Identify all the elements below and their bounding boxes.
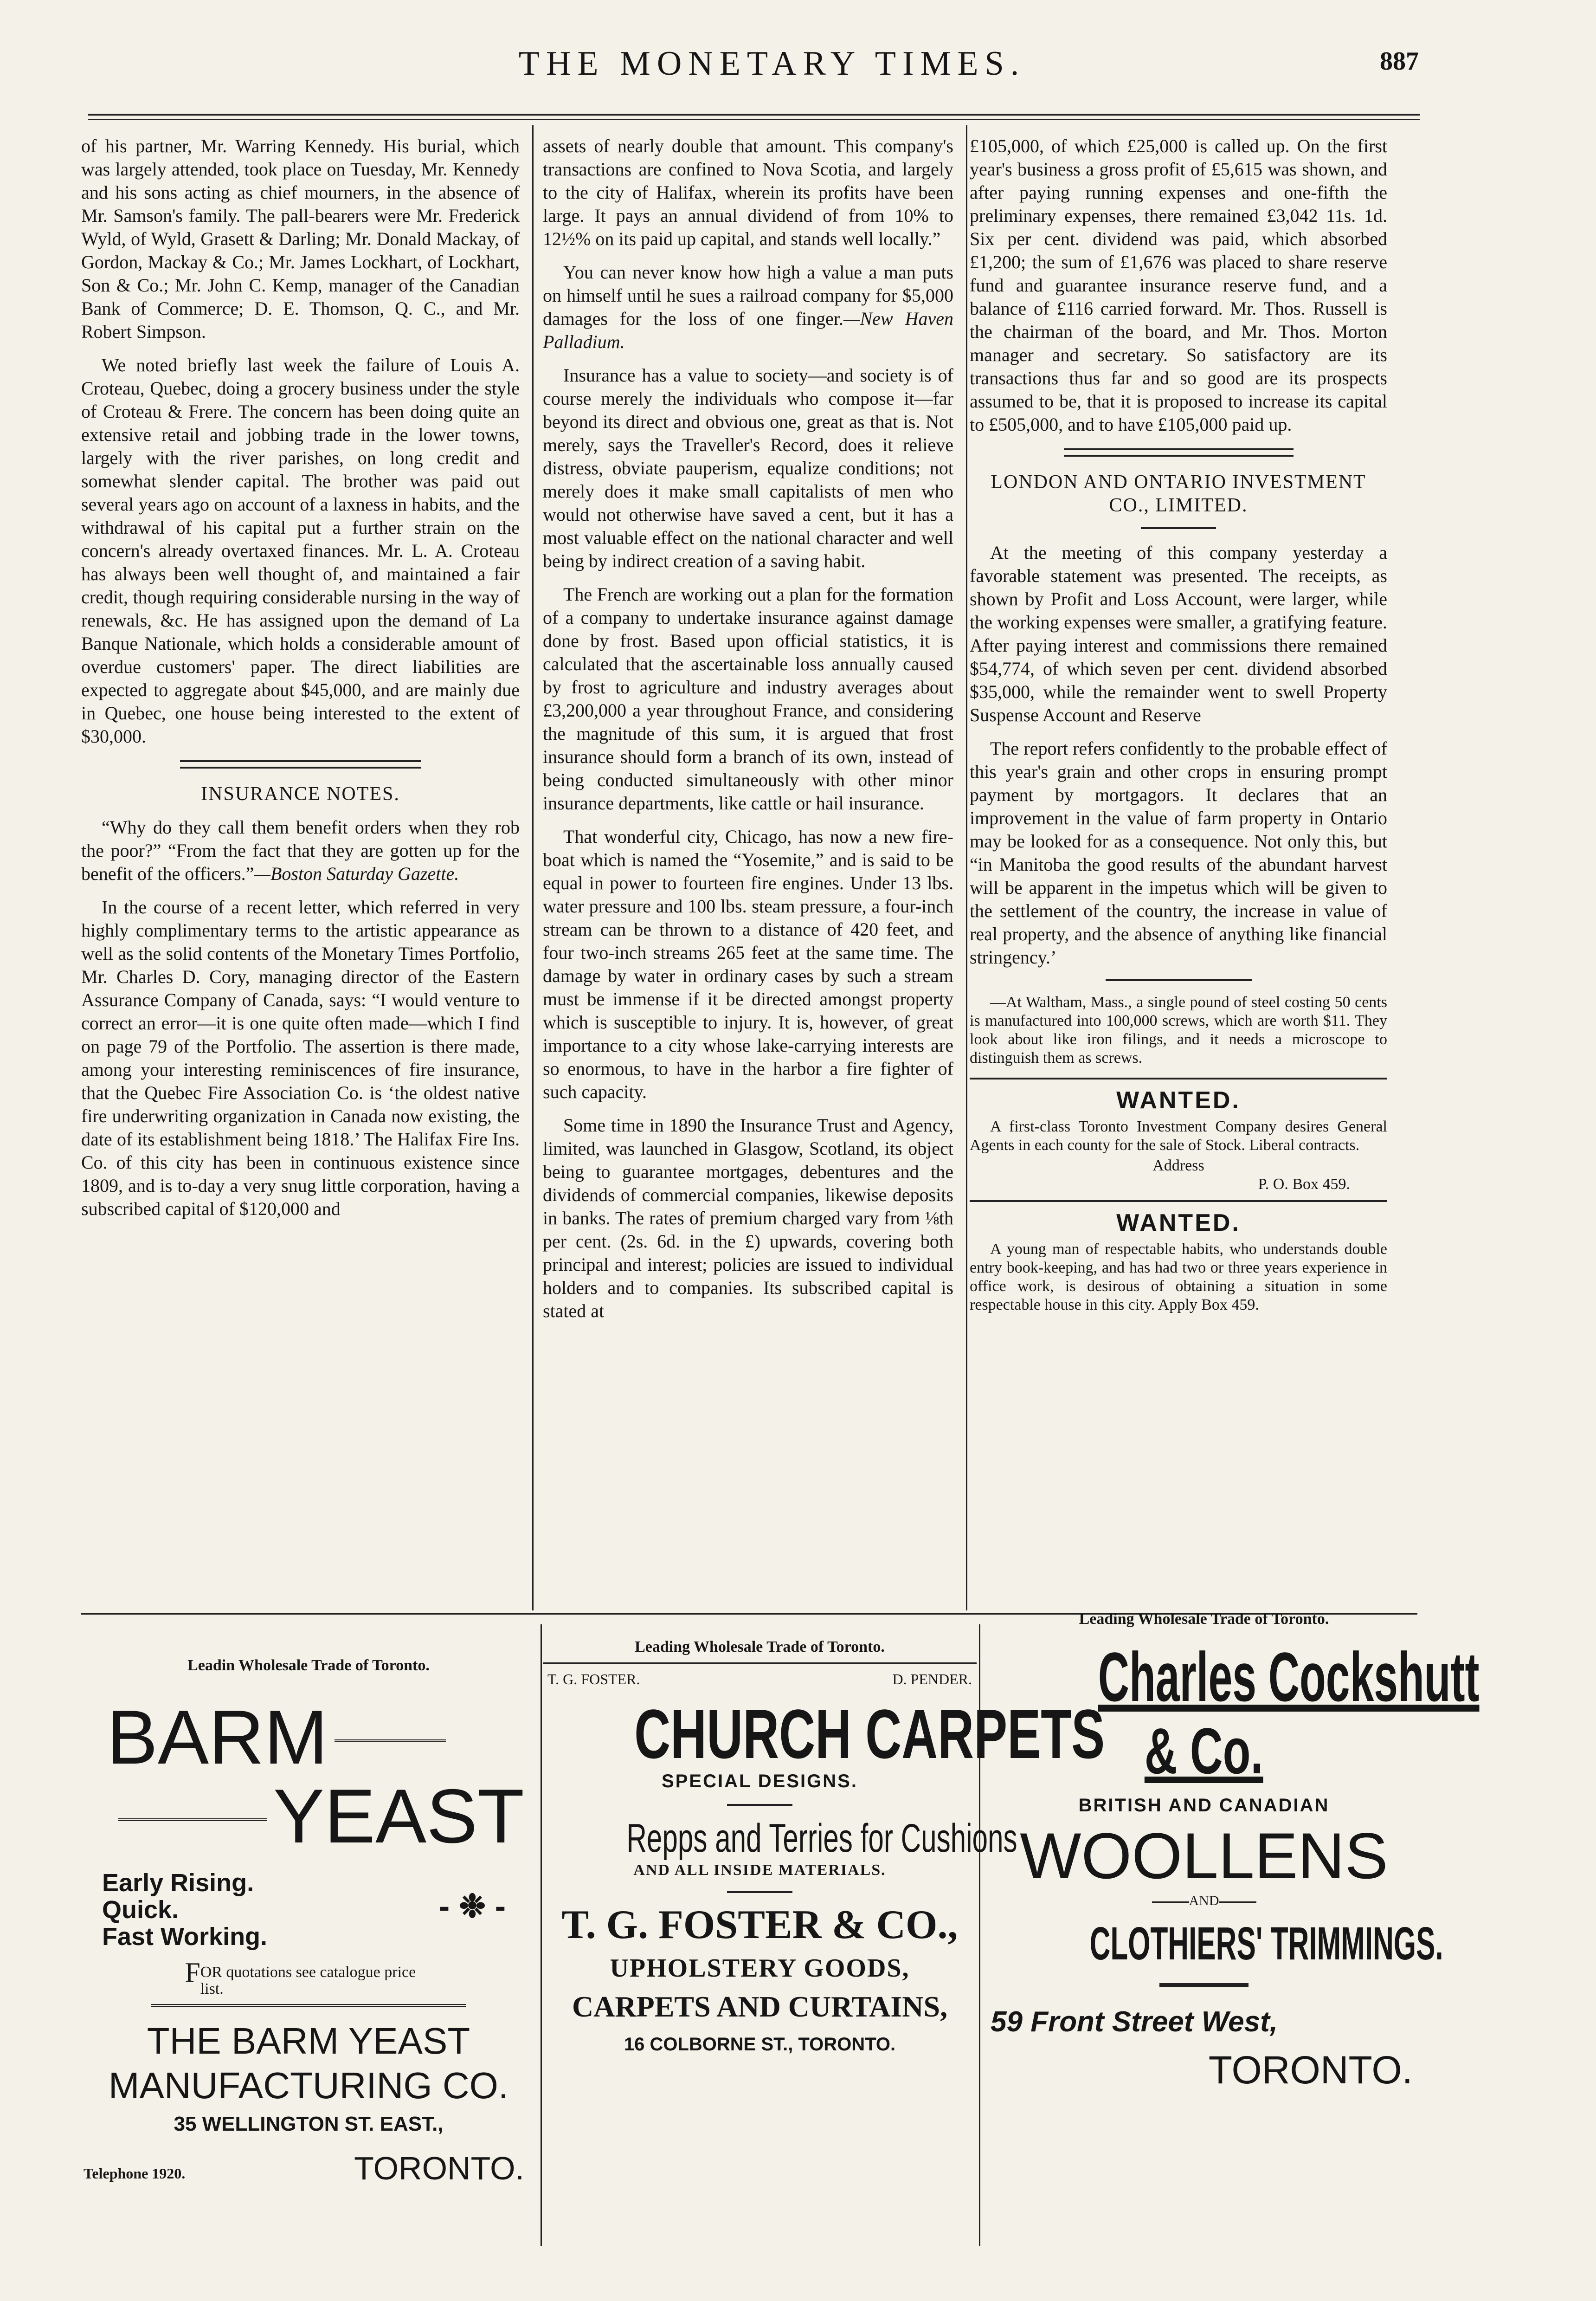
wanted-text-1: A first-class Toronto Investment Company desires General Agents in each county for the sale of Stock. Liberal contracts. (970, 1118, 1387, 1154)
article-croteau-failure: We noted briefly last week the failure of Louis A. Croteau, Quebec, doing a grocery business under the style of Croteau & Frere. The concern has been doing quite an extensive retail and jobbing trade in the lower towns, largely with the river parishes, on long credit and somewhat slender capital. The brother was paid out several years ago on account of a laxness in habits, and the withdrawal of his capital put a further strain on the concern's already overtaxed finances. Mr. L. A. Croteau has always been well thought of, and maintained a fair credit, though requiring considerable nursing in the way of renewals, &c. He has assigned upon the demand of La Banque Nationale, which holds a considerable amount of overdue customers' paper. The direct liabilities are expected to aggregate about $45,000, and are mainly due in Quebec, one house being interested to the extent of $30,000. (81, 355, 520, 747)
article-chicago-fireboat: That wonderful city, Chicago, has now a new fire-boat which is named the “Yosemite,” and is said to be equal in power to fourteen fire engines. Under 13 lbs. water pressure and 100 lbs. steam pressure, a four-inch stream can be thrown to a distance of 420 feet, and four two-inch streams 265 feet at the same time. The damage by water in ordinary cases by such a stream must be immense if it be directed amongst property which is susceptible to injury. It is, however, of great importance to a city whose lake-carrying interests are so enormous, to have in the harbor a fire fighter of such capacity. (543, 826, 953, 1102)
and-separator: AND (981, 1893, 1427, 1909)
ad-tg-foster (543, 1638, 1105, 2242)
headline-church-carpets: CHURCH CARPETS (634, 1695, 1105, 1773)
article-cory-letter: In the course of a recent letter, which referred in very highly complimentary terms to the artistic appearance as well as the solid contents of the Monetary Times Portfolio, Mr. Charles D. Cory, managing director of the Eastern Assurance Company of Canada, says: “I would venture to correct an error—it is one quite often made—which I find on page 79 of the Portfolio. The assertion is there made, among your interesting reminiscences of fire insurance, that the Quebec Fire Association Co. is ‘the oldest native fire underwriting organization in Canada now existing, the date of its establishment being 1818.’ The Halifax Fire Ins. Co. of this city has been in continuous existence since 1809, and is to-day a very snug little corporation, having a subscribed capital of $120,000 and (81, 897, 520, 1219)
article-benefit-orders: “Why do they call them benefit orders when they rob the poor?” “From the fact that they are gotten up for the benefit of the officers.”—Boston Saturday Gazette. (81, 817, 520, 884)
feature-early-rising: Early Rising. (102, 1869, 254, 1897)
rule (727, 1804, 792, 1806)
article-waltham-screws: —At Waltham, Mass., a single pound of steel costing 50 cents is manufactured into 100,000 screws, which are worth $11. They look about like iron filings, and it needs a microscope to distinguish them as screws. (970, 994, 1387, 1066)
repps-terries: Repps and Terries for Cushions (626, 1816, 1017, 1861)
ad-header: Leadin Wholesale Trade of Toronto. (187, 1657, 430, 1674)
telephone: Telephone 1920. (84, 2165, 186, 2182)
source-boston-gazette: —Boston Saturday Gazette. (254, 863, 459, 884)
ad-cockshutt (981, 1610, 1480, 2242)
footer-row (84, 2145, 534, 2187)
street-address: 59 Front Street West, (991, 2006, 1278, 2038)
masthead-rule-bottom (88, 119, 1420, 120)
inside-materials: AND ALL INSIDE MATERIALS. (633, 1861, 886, 1879)
partners-row (543, 1671, 977, 1694)
article-insurance-value: Insurance has a value to society—and society is of course merely the individuals who compose it—far beyond its direct and obvious one, great as that is. Not merely, says the Traveller's Record, does it relieve distress, obviate pauperism, equalize conditions; not merely does it make small capitalists of men who would not otherwise have saved a cent, but it has a most valuable effect on the national character and well being by indirect creation of a saving habit. (543, 365, 953, 571)
quotations-note: FOR quotations see catalogue price list. (185, 1957, 416, 1997)
headline-woollens: WOOLLENS (1020, 1819, 1388, 1892)
feature-fast-working: Fast Working. (102, 1923, 268, 1951)
carpets-curtains: CARPETS AND CURTAINS, (572, 1990, 948, 2023)
column-divider-left (532, 125, 534, 1610)
wanted-box-1: P. O. Box 459. (1258, 1176, 1350, 1193)
short-rule (1141, 527, 1216, 529)
name-and-co: & Co. (1145, 1714, 1263, 1787)
rule (543, 1662, 977, 1664)
decor-lines (118, 1818, 267, 1826)
article-halifax-assets: assets of nearly double that amount. This company's transactions are confined to Nova Scotia, and largely to the city of Halifax, wherein its profits have been large. It pays an annual dividend of from 10% to 12½% on its paid up capital, and stands well locally.” (543, 136, 953, 249)
company-address: 16 COLBORNE ST., TORONTO. (624, 2034, 896, 2055)
wanted-title-1: WANTED. (1116, 1087, 1241, 1114)
page-number: 887 (1380, 47, 1419, 76)
upholstery-goods: UPHOLSTERY GOODS, (610, 1954, 910, 1983)
features-block (84, 1869, 534, 1950)
wanted-address-1: Address (1152, 1157, 1204, 1174)
section-rule (180, 760, 421, 769)
brand-line-1 (84, 1694, 534, 1780)
ornament: - ❉ - (438, 1888, 506, 1924)
article-kennedy-burial: of his partner, Mr. Warring Kennedy. His burial, which was largely attended, took place on Tuesday, Mr. Kennedy and his sons acting as chief mourners, in the absence of Mr. Samson's family. The pall-bearers were Mr. Frederick Wyld, of Wyld, Grasett & Darling; Mr. Donald Mackay, of Gordon, Mackay & Co.; Mr. James Lockhart, of Lockhart, Son & Co.; Mr. John C. Kemp, manager of the Canadian Bank of Commerce; D. E. Thomson, Q. C., and Mr. Robert Simpson. (81, 136, 520, 342)
rule (151, 2004, 466, 2010)
article-glasgow-trust: Some time in 1890 the Insurance Trust and Agency, limited, was launched in Glasgow, Scotland, its object being to guarantee mortgages, debentures and the dividends of commercial companies, likewise deposits in banks. The rates of premium charged vary from ⅛th per cent. (2s. 6d. in the £) upwards, covering both principal and interest; policies are issued to individual holders and to companies. Its subscribed capital is stated at (543, 1115, 953, 1321)
rule (1159, 1983, 1248, 1987)
article-london-ontario-report: The report refers confidently to the probable effect of this year's grain and other crops in ensuring prompt payment by mortgagors. It declares that an improvement in the value of farm property in Ontario may be looked for as a consequence. Not only this, but “in Manitoba the good results of the abundant harvest will be apparent in the impetus which will be given to the settlement of the country, the increase in value of real property, and the absence of anything like financial stringency.’ (970, 738, 1387, 968)
text-column-3 (970, 135, 1387, 1325)
ad-divider-left (541, 1624, 542, 2246)
ad-header: Leading Wholesale Trade of Toronto. (1079, 1610, 1329, 1628)
article-french-frost: The French are working out a plan for the formation of a company to undertake insurance against damage done by frost. Based upon official statistics, it is calculated that the ascertainable loss annually caused by frost to agriculture and industry averages about £3,200,000 a year throughout France, and considering the magnitude of this sum, it is argued that frost insurance should form a branch of its own, instead of being conducted simultaneously with other minor insurance departments, like cattle or hail insurance. (543, 584, 953, 814)
masthead-title: THE MONETARY TIMES. (518, 45, 1026, 83)
masthead-rule-top (88, 114, 1420, 116)
wanted-text-2: A young man of respectable habits, who understands double entry book-keeping, and has had two or three years experience in office work, is desirous of obtaining a situation in some respectable house in this city. Apply Box 459. (970, 1241, 1387, 1313)
decor-line (1219, 1901, 1256, 1903)
company-address: 35 WELLINGTON ST. EAST., (174, 2113, 444, 2135)
company-name-1: THE BARM YEAST (147, 2020, 470, 2062)
brand-barm: BARM (107, 1694, 328, 1780)
name-charles-cockshutt: Charles Cockshutt (1098, 1638, 1480, 1716)
british-canadian: BRITISH AND CANADIAN (1078, 1795, 1330, 1816)
company-name-2: MANUFACTURING CO. (108, 2065, 509, 2106)
brand-line-2 (84, 1773, 534, 1859)
column-divider-right (966, 125, 967, 1610)
section-rule (1064, 448, 1294, 457)
rule (970, 1078, 1387, 1079)
city: TORONTO. (354, 2150, 524, 2186)
city: TORONTO. (1208, 2048, 1413, 2092)
brand-yeast: YEAST (273, 1773, 524, 1859)
rule (727, 1891, 792, 1893)
text-column-2 (543, 135, 953, 1333)
article-trust-capital: £105,000, of which £25,000 is called up. On the first year's business a gross profit of £5,615 was shown, and after paying running expenses and one-fifth the preliminary expenses, there remained £3,042 11s. 1d. Six per cent. dividend was paid, which absorbed £1,200; the sum of £1,676 was placed to share reserve fund and guarantee insurance reserve fund, and a balance of £116 carried forward. Mr. Thos. Russell is the chairman of the board, and Mr. Thos. Morton manager and secretary. So satisfactory are its transactions thus far and so good are its prospects assumed to be, that it is proposed to increase its capital to £505,000, and to have £105,000 paid up. (970, 136, 1387, 435)
short-rule (1106, 979, 1252, 981)
clothiers-trimmings: CLOTHIERS' TRIMMINGS. (1089, 1918, 1443, 1970)
rule (970, 1200, 1387, 1202)
feature-quick: Quick. (102, 1896, 179, 1924)
article-railroad-finger: You can never know how high a value a man puts on himself until he sues a railroad company for $5,000 damages for the loss of one finger.—New Haven Palladium. (543, 262, 953, 352)
ad-header: Leading Wholesale Trade of Toronto. (635, 1638, 885, 1655)
company-name: T. G. FOSTER & CO., (561, 1902, 958, 1947)
wanted-title-2: WANTED. (1116, 1209, 1241, 1236)
text-column-1 (81, 135, 520, 1231)
decor-lines (335, 1739, 446, 1747)
ad-barm-yeast (84, 1657, 534, 2251)
source-new-haven-palladium: —New Haven Palladium. (543, 308, 953, 352)
article-london-ontario-meeting: At the meeting of this company yesterday a favorable statement was presented. The receipts, as shown by Profit and Loss Account, were larger, while the working expenses were smaller, a gratifying feature. After paying interest and commissions there remained $54,774, of which seven per cent. dividend absorbed $35,000, while the remainder went to swell Property Suspense Account and Reserve (970, 542, 1387, 725)
partner-foster: T. G. FOSTER. (547, 1671, 640, 1687)
heading-insurance-notes: INSURANCE NOTES. (201, 783, 400, 805)
partner-pender: D. PENDER. (892, 1671, 972, 1687)
decor-line (1152, 1901, 1189, 1903)
heading-london-ontario: LONDON AND ONTARIO INVESTMENT CO., LIMITED. (991, 472, 1366, 516)
special-designs: SPECIAL DESIGNS. (662, 1771, 858, 1791)
